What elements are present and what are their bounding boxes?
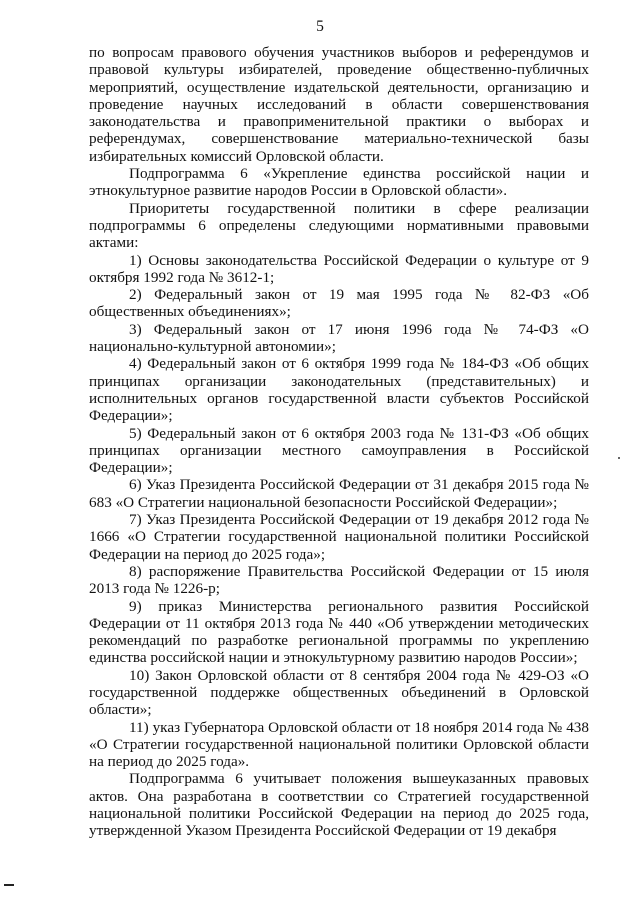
paragraph: Подпрограмма 6 «Укрепление единства российской нации и этнокультурное развитие народов России в Орловской области». xyxy=(89,165,589,200)
list-item: 2) Федеральный закон от 19 мая 1995 года № 82-ФЗ «Об общественных объединениях»; xyxy=(89,286,589,321)
list-item: 4) Федеральный закон от 6 октября 1999 года № 184-ФЗ «Об общих принципах организации законодательных (представительных) и исполнительных органов государственной власти субъектов Российской Федерации»; xyxy=(89,355,589,425)
list-item: 5) Федеральный закон от 6 октября 2003 года № 131-ФЗ «Об общих принципах организации местного самоуправления в Российской Федерации»; xyxy=(89,424,589,477)
scan-artifact xyxy=(4,884,14,886)
paragraph: Приоритеты государственной политики в сфере реализации подпрограммы 6 определены следующими нормативными правовыми актами: xyxy=(89,199,589,252)
page-number: 5 xyxy=(316,18,324,35)
list-item: 7) Указ Президента Российской Федерации от 19 декабря 2012 года № 1666 «О Стратегии государственной национальной политики Российской Федерации на период до 2025 года»; xyxy=(89,511,589,563)
list-item: 8) распоряжение Правительства Российской Федерации от 15 июля 2013 года № 1226-р; xyxy=(89,562,589,598)
scan-artifact xyxy=(618,457,620,459)
document-body xyxy=(89,44,589,840)
paragraph: Подпрограмма 6 учитывает положения вышеуказанных правовых актов. Она разработана в соответствии со Стратегией государственной национальной политики Российской Федерации на период до 2025 года, утвержденной Указом Президента Российской Федерации от 19 декабря xyxy=(89,770,589,840)
paragraph: по вопросам правового обучения участников выборов и референдумов и правовой культуры избирателей, проведение общественно-публичных мероприятий, осуществление издательской деятельности, организацию и проведение научных исследований в области совершенствования законодательства и правоприменительной практики о выборах и референдумах, совершенствование материально-технической базы избирательных комиссий Орловской области. xyxy=(89,44,589,165)
list-item: 9) приказ Министерства регионального развития Российской Федерации от 11 октября 2013 года № 440 «Об утверждении методических рекомендаций по разработке региональной программы по укреплению единства российской нации и этнокультурному развитию народов России»; xyxy=(89,597,589,667)
list-item: 11) указ Губернатора Орловской области от 18 ноября 2014 года № 438 «О Стратегии государственной национальной политики Орловской области на период до 2025 года». xyxy=(89,718,589,771)
list-item: 1) Основы законодательства Российской Федерации о культуре от 9 октября 1992 года № 3612-1; xyxy=(89,251,589,286)
list-item: 10) Закон Орловской области от 8 сентября 2004 года № 429-ОЗ «О государственной поддержке общественных объединений в Орловской области»; xyxy=(89,666,589,719)
list-item: 6) Указ Президента Российской Федерации от 31 декабря 2015 года № 683 «О Стратегии национальной безопасности Российской Федерации»; xyxy=(89,476,589,511)
list-item: 3) Федеральный закон от 17 июня 1996 года № 74-ФЗ «О национально-культурной автономии»; xyxy=(89,320,589,356)
